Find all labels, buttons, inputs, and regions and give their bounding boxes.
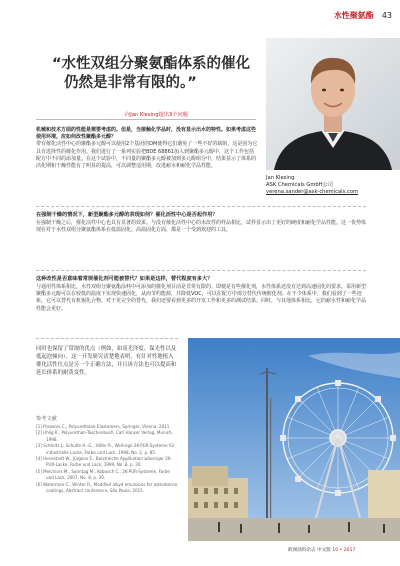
reference-item: [2] Uhlig K., Polyurethan-Taschenbuch, Carl Hanser Verlag, Munich, 1998. xyxy=(36,430,173,442)
contact-info xyxy=(266,175,358,196)
section-title: 水性聚氨酯 xyxy=(333,11,374,20)
references-title: 参考文献 xyxy=(36,416,57,422)
continued-paragraph: 同时也保留了常规的优点（例如，如高光泽度、保光性以及低起泡倾向）。这一开发研究清楚地表明，有针对性地植入催化活性位点是另一个正确方法，并且该方法也可以提高和延长体系的耐黄变性。 xyxy=(36,346,177,376)
ferris-wheel-image xyxy=(188,338,400,541)
page-header xyxy=(334,10,392,21)
reference-item: [5] Melchiors M., Sonntag M., Kobusch C., 2K-PUR-Systeme, Farbe und Lack, 2007, No. 8, p. 30. xyxy=(36,468,170,481)
portrait-image xyxy=(266,38,400,170)
headline-line-1: “水性双组分聚氨酯体系的催化 xyxy=(52,56,251,72)
answer-2: 在强制干燥之后，催化活性中心也具有显著的效果。与没有催化活性中心的未改性的样品相比，试样显示出了更好的硬度和耐化学品性能。这一优势体现在对于水性双组分聚氨酯体系在低温固化、高温固化方面，都是一个受到欢迎的工具。 xyxy=(36,220,367,234)
contact-company: ASK Chemicals GmbH公司 xyxy=(266,182,333,188)
reference-item: [4] Hovestadt W., Jürgens E., Beistreiche Applikation wässriger 2K-PUR-Lacke, Farbe und Lack, 1999, No. 8, p. 30. xyxy=(36,456,172,468)
section-divider xyxy=(36,338,178,339)
city-photo xyxy=(188,338,400,541)
intro-question: 机械和技术方面的性能是需要考虑的。但是，当接触化学品时，没有显示出水的特性。如果考虑这些使用环境，应如何改性聚酯多元醇？ xyxy=(36,127,257,141)
article-headline xyxy=(52,55,262,93)
portrait-photo xyxy=(266,38,400,170)
references-list xyxy=(36,424,178,494)
reference-item: [6] Waterman C., Winter R., Modified alkyd emulsions for waterborne coatings, Abstract conference, São Paulo, 2015. xyxy=(36,481,178,494)
byline: 向Jan Klesing提出3个问题 xyxy=(125,112,188,118)
page-number: 43 xyxy=(381,11,392,20)
intro-paragraph xyxy=(36,127,258,170)
reference-item: [1] Prazeres C., Polyurethane Elastomers, Springer, Vienna, 2011. xyxy=(36,424,171,429)
question-3: 这种改性是否意味着常规催化剂可能被替代？如果是这样，替代程度有多大？ xyxy=(36,276,213,282)
section-divider xyxy=(36,270,366,271)
intro-text: 带有催化活性中心的聚酯多元醇可以使用2个基团的DM使得它们避免了一些不好的缺陷，这是因为它具有选择性的催化作用。我们进行了一系列实验把BDE 68861加入到聚酯多元醇中，这个工作包括配方中不同的添加量。在这个试验中，不同量的聚酯多元醇被加到多元醇组分中，结果显示了体系的活化期和干燥性能有了明显的提高，可以调整适用期，改进耐水和耐化学品性能。 xyxy=(36,141,258,170)
page-footer xyxy=(288,547,355,553)
journal-name: 欧洲涂料杂志 中文版 xyxy=(288,548,331,553)
section-divider xyxy=(36,206,366,207)
reference-item: [3] Schmitz J., Schulte H.-G., Höfer R., Weihrige 2K-PUR-Systeme für industrielle Lacke, Farbe und Lack, 1998, No. 2, p. 85. xyxy=(36,443,175,455)
issue-number: 10 • 2017 xyxy=(332,548,356,553)
headline-divider xyxy=(36,119,256,120)
headline-line-2: 仍然是非常有限的。” xyxy=(64,75,197,91)
answer-3: 与通用性体系相比，水性双组分聚氨酯涂料中可添加的催化剂目前是非常有限的。即便是有些催化剂，水性体系还没有达到高速固化的要求。采用新型聚酯多元醇可以在较低的温度下实现快速固化，从而节约能源，并降低VOC，可以在配方中部分替代传统催化剂。在不少体系中，我们看到了一些迹象，它可以替代有机锡化合物，对于更完全的替代，我们还要看到更多的开发工作和更多的测试结果。同时，与其他体系相比，它的耐水性和耐化学品性能会更好。 xyxy=(36,284,367,312)
contact-email[interactable]: verena.sander@ask-chemicals.com xyxy=(266,189,359,195)
question-2: 在强制干燥的情况下，新型聚酯多元醇的表现如何？催化活性中心是否起作用？ xyxy=(36,212,218,218)
contact-name: Jan Klesing xyxy=(266,175,295,181)
